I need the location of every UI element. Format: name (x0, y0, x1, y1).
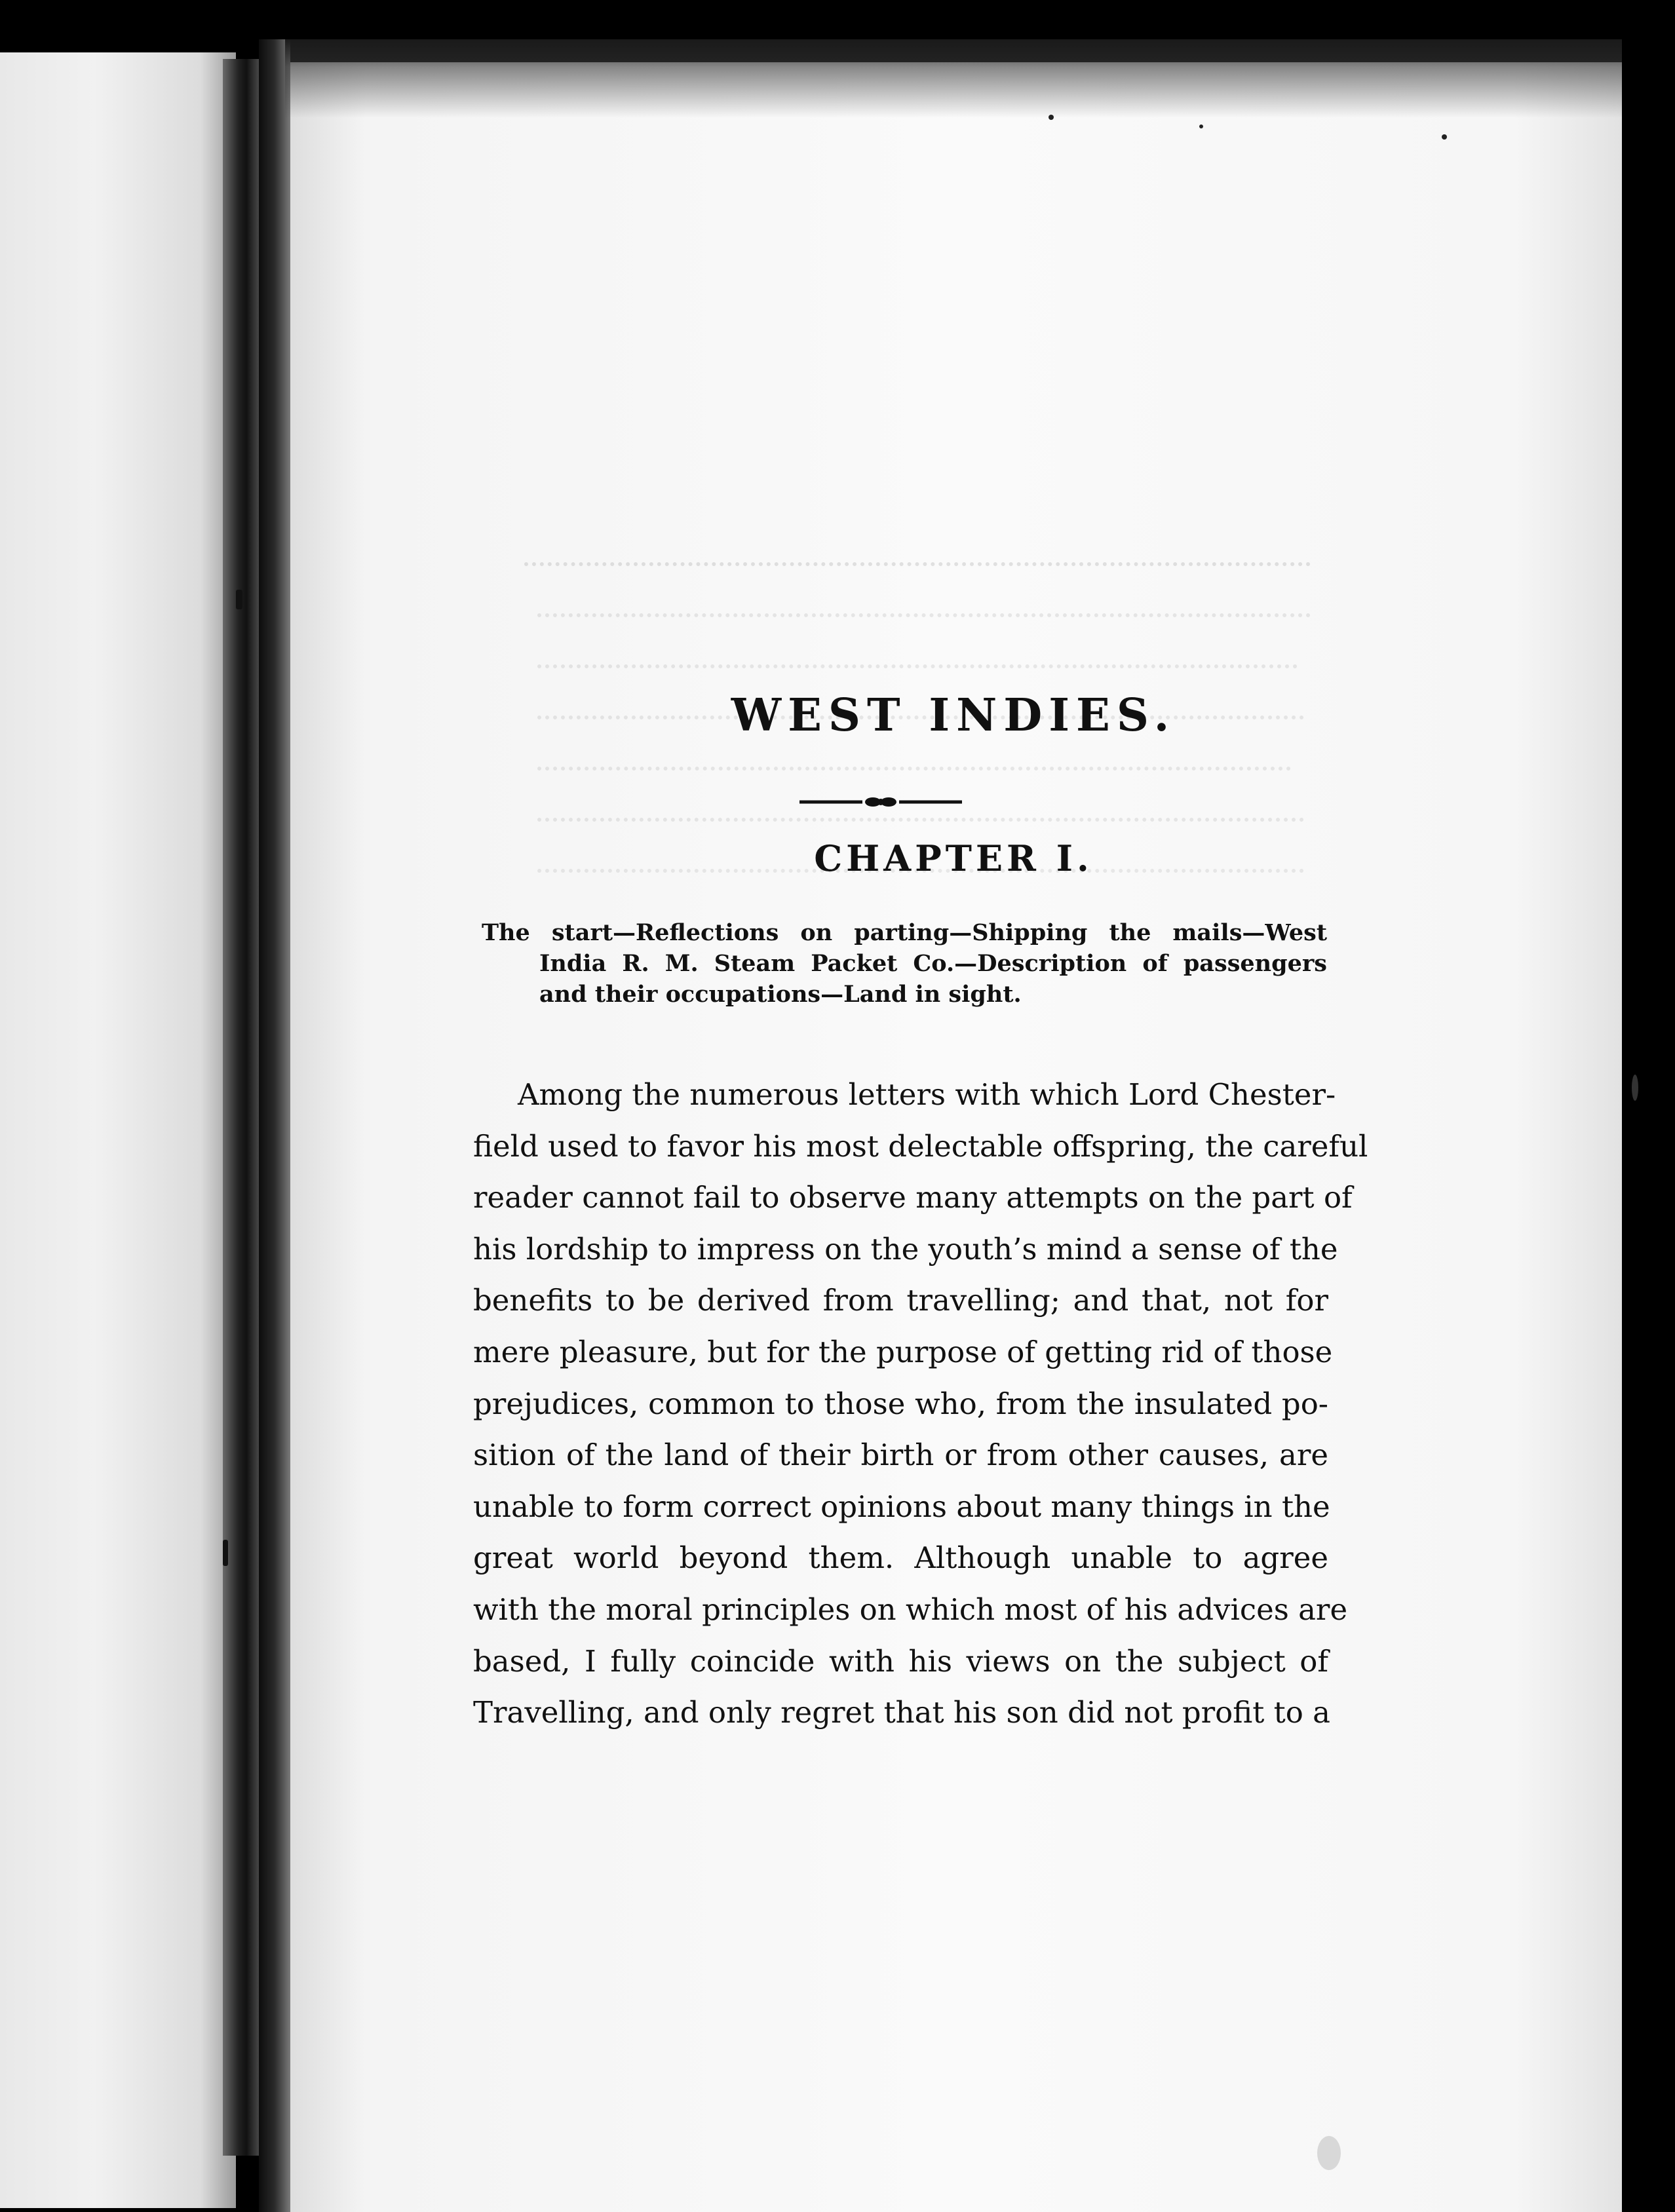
body-line: benefits to be derived from travelling; and that, not for (473, 1283, 1328, 1318)
chapter-summary (482, 917, 1327, 1010)
title-ornament-rule (797, 794, 965, 810)
body-line: Travelling, and only regret that his son did not profit to a (473, 1695, 1330, 1730)
scan-speck (1049, 115, 1054, 120)
body-line: unable to form correct opinions about many things in the (473, 1489, 1330, 1524)
body-line: with the moral principles on which most of his advices are (473, 1592, 1348, 1627)
scan-speck (236, 590, 242, 609)
summary-line: India R. M. Steam Packet Co.—Description of passengers (539, 950, 1327, 977)
scan-speck (1442, 134, 1447, 140)
body-line: Among the numerous letters with which Lord Chester- (518, 1077, 1336, 1112)
body-line: reader cannot fail to observe many attempts on the part of (473, 1180, 1353, 1215)
body-line: his lordship to impress on the youth’s mind a sense of the (473, 1231, 1338, 1267)
body-line: field used to favor his most delectable offspring, the careful (473, 1128, 1368, 1164)
scan-speck (1199, 124, 1203, 128)
summary-line: The start—Reflections on parting—Shipping the mails—West (482, 919, 1327, 946)
chapter-heading: CHAPTER I. (814, 837, 1093, 879)
body-line: mere pleasure, but for the purpose of getting rid of those (473, 1334, 1333, 1369)
book-spine-edge (223, 59, 262, 2156)
scan-speck (1317, 2136, 1341, 2170)
left-page-blank (0, 52, 236, 2208)
chapter-body-text (473, 1069, 1368, 1739)
body-line: prejudices, common to those who, from the insulated po- (473, 1386, 1328, 1421)
summary-line: and their occupations—Land in sight. (539, 981, 1022, 1008)
scan-speck (223, 1540, 228, 1566)
book-title: WEST INDIES. (731, 689, 1176, 742)
book-spine-gutter (259, 39, 290, 2212)
body-line: based, I fully coincide with his views on the subject of (473, 1643, 1328, 1679)
body-line: great world beyond them. Although unable to agree (473, 1540, 1328, 1576)
top-edge-shadow (285, 39, 1622, 118)
scan-speck (1632, 1075, 1638, 1101)
body-line: sition of the land of their birth or from other causes, are (473, 1438, 1328, 1473)
